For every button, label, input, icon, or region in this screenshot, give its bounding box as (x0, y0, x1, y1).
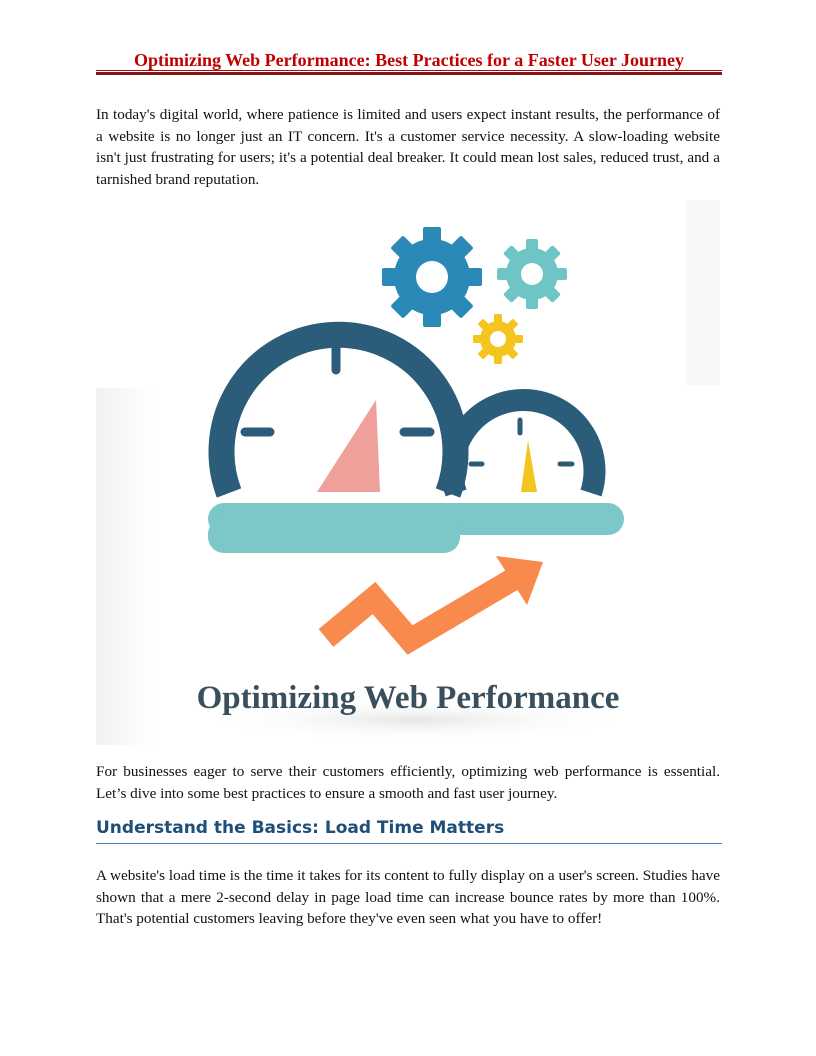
intro-paragraph: In today's digital world, where patience is limited and users expect instant results, the performance of a website is no longer just an IT concern. It's a customer service necessity. A slow-loading website isn't just frustrating for users; it's a potential deal breaker. It could mean lost sales, reduced trust, and a tarnished brand reputation. (96, 106, 720, 188)
body-paragraph: For businesses eager to serve their customers efficiently, optimizing web performance is essential. Let’s dive into some best practices to ensure a smooth and fast user journey. (96, 763, 720, 802)
gear-icon (382, 227, 482, 327)
gear-icon (497, 239, 567, 309)
title-divider (96, 70, 722, 71)
body-paragraph: A website's load time is the time it takes for its content to fully display on a user's screen. Studies have shown that a mere 2-second delay in page load time can increase bounce rates by more than 100%. That's potential customers leaving before they've even seen what you have to offer! (96, 867, 720, 927)
hero-image (96, 200, 720, 745)
section-heading: Understand the Basics: Load Time Matters (96, 818, 505, 838)
page-title: Optimizing Web Performance: Best Practices for a Faster User Journey (133, 50, 685, 70)
title-divider-thick (96, 72, 722, 75)
hero-caption: Optimizing Web Performance (196, 680, 620, 716)
gear-icon (473, 314, 523, 364)
section-divider (96, 843, 722, 844)
